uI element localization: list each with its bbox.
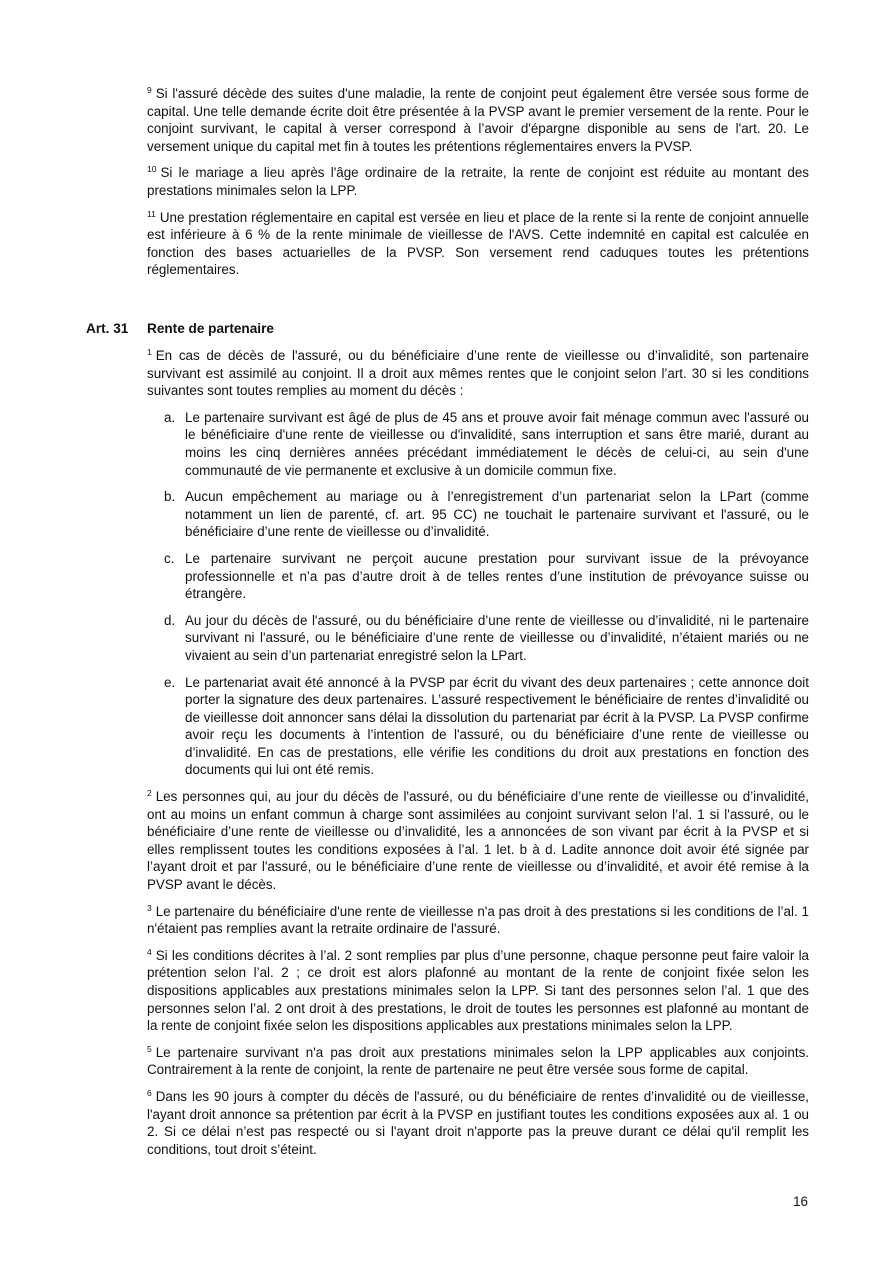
paragraph-text: Les personnes qui, au jour du décès de l'assuré, ou du bénéficiaire d’une rente de vieillesse ou d’invalidité, ont au moins un enfant commun à charge sont assimilées au conjoint survivant selon l’al. 1 si l'assuré, ou le bénéficiaire d’une rente de vieillesse ou d’invalidité, les a annoncées de son vivant par écrit à la PVSP et si elles remplissent toutes les conditions exposées à l’al. 1 let. b à d. Ladite annonce doit avoir été signée par l’ayant droit et par l'assuré, ou le bénéficiaire d’une rente de vieillesse ou d’invalidité, et avoir été remise à la PVSP avant le décès.	[147, 789, 809, 893]
paragraph-text: Une prestation réglementaire en capital est versée en lieu et place de la rente si la rente de conjoint annuelle est inférieure à 6 % de la rente minimale de vieillesse de l'AVS. Cette indemnité en capital est calculée en fonction des bases actuarielles de la PVSP. Son versement rend caduques toutes les prétentions réglementaires.	[147, 209, 809, 278]
paragraph-2	[147, 788, 809, 894]
paragraph-number: 1	[147, 347, 152, 357]
list-marker: e.	[164, 674, 176, 690]
condition-text: Le partenariat avait été annoncé à la PVSP par écrit du vivant des deux partenaires ; cette annonce doit porter la signature des deux partenaires. L’assuré respectivement le bénéficiaire de rentes d’invalidité ou de vieillesse doit annoncer sans délai la dissolution du partenariat par écrit à la PVSP. La PVSP confirme avoir reçu les documents à l’intention de l'assuré, ou du bénéficiaire d’une rente de vieillesse ou d’invalidité. En cas de prestations, elle vérifie les conditions du droit aux prestations en fonction des documents qui lui ont été remis.	[185, 674, 809, 778]
paragraph-number: 5	[147, 1043, 152, 1054]
paragraph-number: 11	[147, 208, 156, 219]
page-number: 16	[793, 1194, 808, 1209]
condition-text: Le partenaire survivant est âgé de plus de 45 ans et prouve avoir fait ménage commun avec l'assuré ou le bénéficiaire d'une rente de vieillesse ou d'invalidité, sans interruption et sans être marié, durant au moins les cinq dernières années précédant immédiatement le décès de celui-ci, au sein d'une communauté de vie permanente et exclusive à un domicile commun fixe.	[185, 409, 809, 478]
conditions-list	[147, 409, 809, 779]
condition-item	[147, 488, 809, 541]
paragraph-text: Si le mariage a lieu après l'âge ordinaire de la retraite, la rente de conjoint est réduite au montant des prestations minimales selon la LPP.	[147, 165, 809, 198]
paragraph-text: Si l'assuré décède des suites d'une maladie, la rente de conjoint peut également être versée sous forme de capital. Une telle demande écrite doit être présentée à la PVSP avant le premier versement de la rente. Pour le conjoint survivant, le capital à verser correspond à l’avoir d'épargne disponible au sens de l'art. 20. Le versement unique du capital met fin à toutes les prétentions réglementaires envers la PVSP.	[147, 86, 809, 154]
paragraph-9	[147, 85, 809, 155]
paragraph-text: Le partenaire survivant n'a pas droit aux prestations minimales selon la LPP applicables aux conjoints. Contrairement à la rente de conjoint, la rente de partenaire ne peut être versée sous forme de capital.	[147, 1044, 809, 1078]
article-title: Rente de partenaire	[147, 321, 274, 336]
article-body	[147, 347, 809, 1167]
condition-text: Aucun empêchement au mariage ou à l’enregistrement d’un partenariat selon la LPart (comme notamment un lien de parenté, cf. art. 95 CC) ne touchait le partenaire survivant et l'assuré, ou le bénéficiaire d’une rente de vieillesse ou d’invalidité.	[185, 489, 809, 540]
list-marker: c.	[164, 550, 175, 566]
paragraph-number: 4	[147, 946, 152, 957]
paragraph-number: 9	[147, 85, 152, 95]
condition-item	[147, 612, 809, 665]
paragraph-10	[147, 164, 809, 199]
paragraph-text: Le partenaire du bénéficiaire d'une rente de vieillesse n'a pas droit à des prestations si les conditions de l’al. 1 n'étaient pas remplies avant la retraite ordinaire de l'assuré.	[147, 903, 809, 937]
paragraph-number: 10	[147, 164, 157, 175]
paragraph-text: En cas de décès de l'assuré, ou du bénéficiaire d’une rente de vieillesse ou d’invalidité, son partenaire survivant est assimilé au conjoint. Il a droit aux mêmes rentes que le conjoint selon l’art. 30 si les conditions suivantes sont toutes remplies au moment du décès :	[147, 348, 809, 399]
art-30-continuation	[147, 85, 809, 288]
paragraph-text: Si les conditions décrites à l’al. 2 sont remplies par plus d’une personne, chaque personne peut faire valoir la prétention selon l’al. 2 ; ce droit est alors plafonné au montant de la rente de conjoint fixée selon les dispositions applicables aux prestations minimales selon la LPP. Si tant des personnes selon l’al. 1 que des personnes selon l’al. 2 ont droit à des prestations, le droit de toutes les personnes est plafonné au montant de la rente de conjoint fixée selon les dispositions applicables aux prestations minimales selon la LPP.	[147, 947, 809, 1034]
paragraph-3	[147, 903, 809, 938]
condition-text: Au jour du décès de l'assuré, ou du bénéficiaire d’une rente de vieillesse ou d’invalidité, ni le partenaire survivant ni l'assuré, ou le bénéficiaire d’une rente de vieillesse ou d’invalidité, n’étaient mariés ou ne vivaient au sein d’un partenariat enregistré selon la LPart.	[185, 612, 809, 663]
paragraph-number: 6	[147, 1087, 152, 1098]
list-marker: a.	[164, 409, 176, 425]
article-heading	[86, 320, 806, 338]
paragraph-1	[147, 347, 809, 400]
paragraph-number: 3	[147, 902, 152, 913]
condition-text: Le partenaire survivant ne perçoit aucune prestation pour survivant issue de la prévoyance professionnelle et n’a pas d’autre droit à de telles rentes d’une institution de prévoyance suisse ou étrangère.	[185, 550, 809, 602]
article-number: Art. 31	[86, 321, 129, 336]
list-marker: d.	[164, 612, 176, 628]
paragraph-11	[147, 209, 809, 279]
condition-item	[147, 550, 809, 603]
paragraph-number: 2	[147, 788, 152, 799]
paragraph-5	[147, 1044, 809, 1079]
condition-item	[147, 409, 809, 479]
condition-item	[147, 674, 809, 780]
paragraph-text: Dans les 90 jours à compter du décès de l'assuré, ou du bénéficiaire de rentes d’invalidité ou de vieillesse, l'ayant droit annonce sa prétention par écrit à la PVSP en justifiant toutes les conditions exposées aux al. 1 ou 2. Si ce délai n’est pas respecté ou si l'ayant droit n'apporte pas la preuve durant ce délai qu'il remplit les conditions, tout droit s’éteint.	[147, 1088, 809, 1157]
paragraph-6	[147, 1088, 809, 1158]
list-marker: b.	[164, 489, 176, 505]
paragraph-4	[147, 947, 809, 1035]
